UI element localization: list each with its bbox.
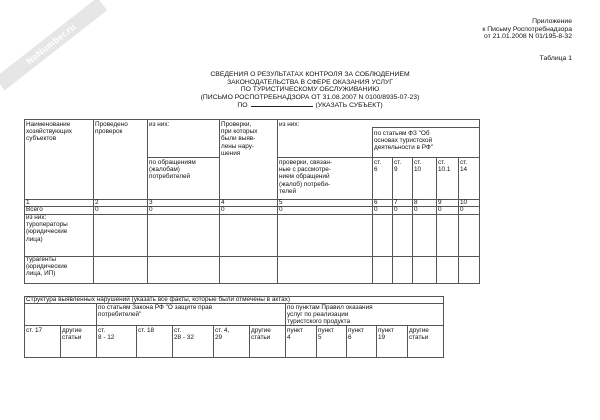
annex-line: Приложение [532, 18, 572, 25]
data-cell[interactable] [148, 207, 219, 214]
header-consumer-law: по статьям Закона РФ "О защите прав потребителей" [98, 304, 213, 319]
data-cell[interactable] [413, 215, 436, 256]
column-header: другие статьи [251, 327, 271, 342]
data-cell[interactable] [393, 215, 412, 256]
data-cell[interactable] [437, 215, 458, 256]
violation-cell[interactable] [347, 326, 376, 357]
column-number: 9 [438, 199, 442, 206]
data-cell[interactable] [413, 207, 436, 214]
violation-cell[interactable] [286, 326, 316, 357]
header-article: ст. 10 [414, 159, 422, 174]
data-cell[interactable] [437, 257, 458, 283]
column-header: ст. 8 - 12 [98, 327, 115, 342]
table2-title: Структура выявленных нарушений (указать все факты, которые были отмечены в актах) [26, 296, 290, 303]
data-cell[interactable] [278, 215, 372, 256]
header-violations: Проверки, при которых были выяв- лены нару- шения [221, 121, 258, 157]
data-cell[interactable] [373, 257, 392, 283]
row-label: турагенты (юридические лица, ИП) [26, 256, 68, 278]
data-cell[interactable] [148, 257, 219, 283]
data-cell[interactable] [393, 207, 412, 214]
data-cell[interactable] [278, 257, 372, 283]
data-cell[interactable] [373, 207, 392, 214]
column-header: пункт 6 [348, 327, 364, 342]
header-article: ст. 10.1 [438, 159, 451, 174]
table-rule [277, 157, 480, 158]
title-line: (ПИСЬМО РОСПОТРЕБНАДЗОРА ОТ 31.08.2007 N 0100/8935-07-23) [200, 93, 420, 101]
data-cell[interactable] [459, 257, 479, 283]
column-header: ст. 17 [26, 327, 43, 334]
header-article: ст. 14 [460, 159, 468, 174]
row-label: Всего [26, 206, 43, 213]
title-prefix: ПО [237, 102, 248, 109]
data-cell[interactable] [373, 215, 392, 256]
row-value: 0 [279, 206, 283, 213]
header-by-articles: по статьям ФЗ "Об основах туристской деятельности в РФ" [374, 130, 434, 152]
violation-cell[interactable] [377, 326, 407, 357]
row-value: 0 [460, 206, 464, 213]
data-cell[interactable] [94, 215, 147, 256]
data-cell[interactable] [278, 207, 372, 214]
header-conducted: Проведено проверок [95, 121, 128, 136]
column-number: 7 [394, 199, 398, 206]
watermark: NoNumber.ru [0, 0, 107, 90]
column-header: ст. 28 - 32 [174, 327, 194, 342]
column-header: пункт 19 [378, 327, 394, 342]
header-by-complaints: по обращениям (жалобам) потребителей [149, 159, 196, 181]
column-header: другие статьи [409, 327, 429, 342]
header-article: ст. 6 [374, 159, 382, 174]
violation-cell[interactable] [214, 326, 249, 357]
data-cell[interactable] [94, 257, 147, 283]
title-line: СВЕДЕНИЯ О РЕЗУЛЬТАТАХ КОНТРОЛЯ ЗА СОБЛЮДЕНИЕМ [210, 71, 410, 78]
column-number: 1 [26, 199, 30, 206]
violation-cell[interactable] [317, 326, 346, 357]
data-cell[interactable] [94, 207, 147, 214]
violation-cell[interactable] [173, 326, 213, 357]
violation-cell[interactable] [408, 326, 443, 357]
data-cell[interactable] [437, 207, 458, 214]
column-number: 10 [460, 199, 468, 206]
data-cell[interactable] [459, 215, 479, 256]
row-value: 0 [149, 206, 153, 213]
column-header: пункт 5 [318, 327, 334, 342]
violation-cell[interactable] [25, 326, 60, 357]
header-of-them: из них: [149, 121, 170, 128]
table-number: Таблица 1 [539, 55, 572, 62]
column-header: другие статьи [62, 327, 82, 342]
annex-line: от 21.01.2008 N 01/195-8-32 [484, 33, 572, 41]
table-rule [24, 357, 444, 358]
table-rule [147, 157, 220, 158]
column-number: 8 [414, 199, 418, 206]
data-cell[interactable] [459, 207, 479, 214]
title-suffix: (УКАЗАТЬ СУБЪЕКТ) [315, 102, 383, 109]
row-value: 0 [394, 206, 398, 213]
header-related-complaints: проверки, связан- ные с рассмотре- нием обращений (жалоб) потреби- телей [279, 159, 333, 195]
row-value: 0 [414, 206, 418, 213]
title-line [150, 101, 470, 110]
violation-cell[interactable] [97, 326, 136, 357]
data-cell[interactable] [220, 257, 277, 283]
column-number: 5 [279, 199, 283, 206]
title-line: ПО ТУРИСТИЧЕСКОМУ ОБСЛУЖИВАНИЮ [240, 86, 380, 93]
column-number: 2 [95, 199, 99, 206]
row-value: 0 [95, 206, 99, 213]
column-header: пункт 4 [287, 327, 303, 342]
data-cell[interactable] [148, 215, 219, 256]
document-title [150, 71, 470, 110]
column-number: 4 [221, 199, 225, 206]
violation-cell[interactable] [137, 326, 172, 357]
data-cell[interactable] [413, 257, 436, 283]
column-number: 3 [149, 199, 153, 206]
column-header: ст. 18 [138, 327, 155, 334]
table-rule [372, 127, 480, 128]
header-of-them: из них: [279, 121, 300, 128]
column-number: 6 [374, 199, 378, 206]
annex-line: к Письму Роспотребнадзора [482, 25, 572, 33]
header-service-rules: по пунктам Правил оказания услуг по реализации туристского продукта [287, 304, 373, 326]
row-value: 0 [374, 206, 378, 213]
annex-header [482, 18, 572, 41]
table-rule [479, 119, 480, 284]
table-rule [443, 296, 444, 358]
header-entity: Наименование хозяйствующих субъектов [26, 121, 72, 143]
data-cell[interactable] [220, 215, 277, 256]
row-label: из них: туроператоры (юридические лица) [26, 214, 68, 243]
violation-cell[interactable] [250, 326, 285, 357]
row-value: 0 [438, 206, 442, 213]
column-header: ст. 4, 29 [215, 327, 230, 342]
title-line: ЗАКОНОДАТЕЛЬСТВА В СФЕРЕ ОКАЗАНИЯ УСЛУГ [227, 78, 393, 86]
header-article: ст. 9 [394, 159, 402, 174]
data-cell[interactable] [220, 207, 277, 214]
table-rule [24, 119, 25, 284]
row-value: 0 [221, 206, 225, 213]
violation-cell[interactable] [61, 326, 96, 357]
subject-blank[interactable] [251, 101, 313, 107]
data-cell[interactable] [393, 257, 412, 283]
